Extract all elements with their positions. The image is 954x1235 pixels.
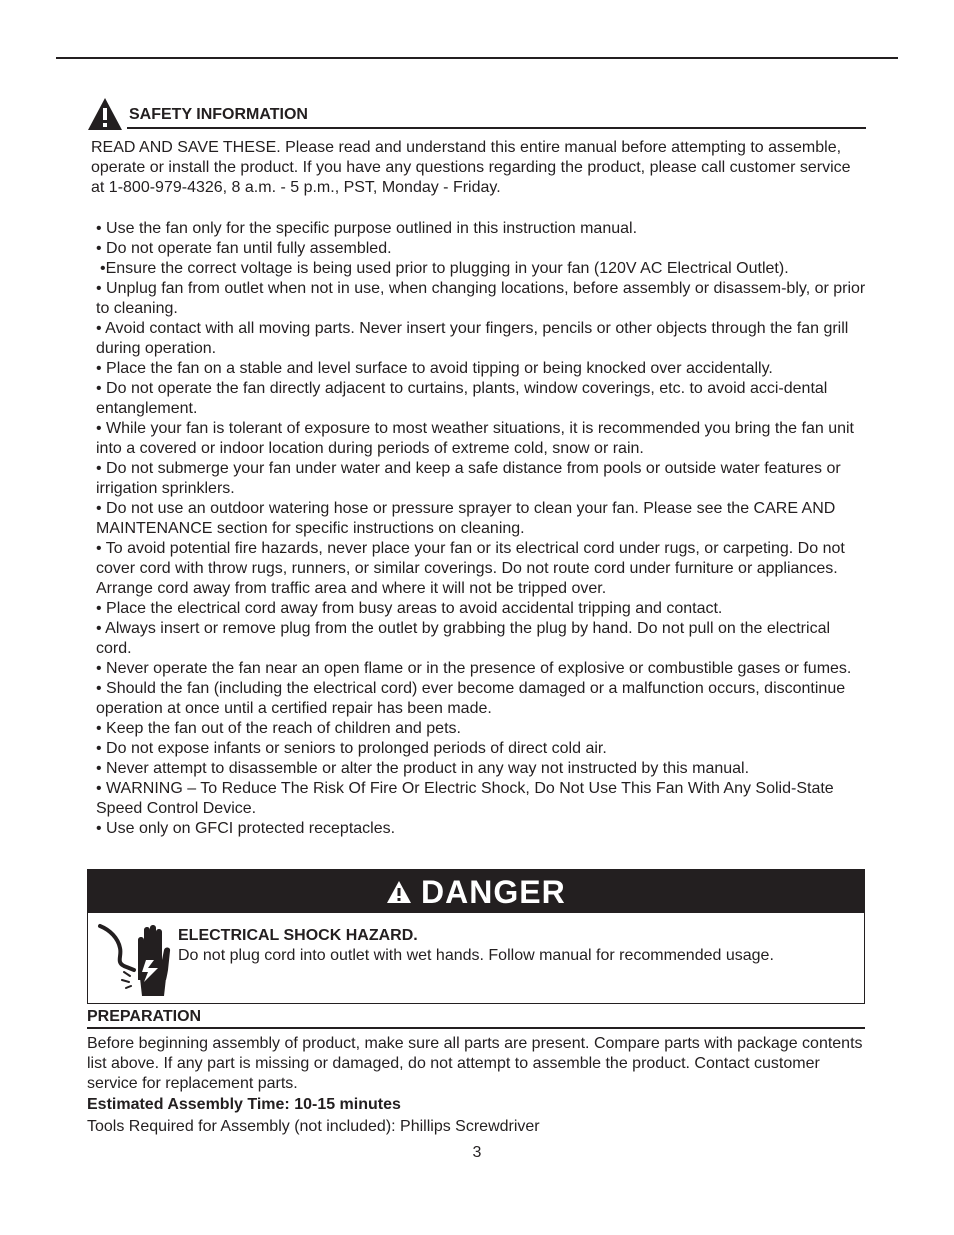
warning-triangle-icon	[386, 880, 412, 904]
header-rule	[56, 57, 898, 59]
safety-bullet: • WARNING – To Reduce The Risk Of Fire Or Electric Shock, Do Not Use This Fan With Any Solid-State Speed Control Device.	[96, 780, 834, 817]
preparation-title: PREPARATION	[87, 1008, 202, 1025]
safety-title: SAFETY INFORMATION	[129, 106, 308, 123]
safety-bullet: • Avoid contact with all moving parts. Never insert your fingers, pencils or other objects through the fan grill during operation.	[96, 320, 849, 357]
electric-shock-hand-icon	[96, 920, 174, 996]
safety-bullet: • While your fan is tolerant of exposure to most weather situations, it is recommended you bring the fan unit into a covered or indoor location during periods of extreme cold, snow or rain.	[96, 420, 854, 457]
safety-bullet: • Keep the fan out of the reach of children and pets.	[96, 720, 461, 737]
safety-bullet-list	[96, 219, 866, 839]
danger-banner	[88, 870, 864, 913]
safety-intro: READ AND SAVE THESE. Please read and understand this entire manual before attempting to assemble, operate or install the product. If you have any questions regarding the product, please call customer service at 1-800-979-4326, 8 a.m. - 5 p.m., PST, Monday - Friday.	[91, 139, 851, 196]
assembly-time: Estimated Assembly Time: 10-15 minutes	[87, 1096, 401, 1113]
danger-label: DANGER	[421, 874, 566, 910]
safety-bullet: • Do not use an outdoor watering hose or pressure sprayer to clean your fan. Please see the CARE AND MAINTENANCE section for specific instructions on cleaning.	[96, 500, 836, 537]
safety-bullet: • Use only on GFCI protected receptacles.	[96, 820, 396, 837]
safety-bullet: • Do not expose infants or seniors to prolonged periods of direct cold air.	[96, 740, 607, 757]
safety-bullet: • Should the fan (including the electrical cord) ever become damaged or a malfunction occurs, discontinue operation at once until a certified repair has been made.	[96, 680, 846, 717]
safety-bullet: • Do not operate the fan directly adjacent to curtains, plants, window coverings, etc. to avoid acci-dental entanglement.	[96, 380, 828, 417]
safety-bullet: • Always insert or remove plug from the outlet by grabbing the plug by hand. Do not pull on the electrical cord.	[96, 620, 831, 657]
preparation-rule	[87, 1027, 865, 1029]
safety-bullet: • Place the fan on a stable and level surface to avoid tipping or being knocked over accidentally.	[96, 360, 773, 377]
safety-rule	[127, 127, 866, 129]
safety-bullet: • Do not submerge your fan under water and keep a safe distance from pools or outside water features or irrigation sprinklers.	[96, 460, 841, 497]
safety-bullet: • Do not operate fan until fully assembled.	[96, 240, 392, 257]
safety-bullet: • Never attempt to disassemble or alter the product in any way not instructed by this manual.	[96, 760, 750, 777]
tools-required: Tools Required for Assembly (not included): Phillips Screwdriver	[87, 1118, 540, 1135]
safety-bullet: •Ensure the correct voltage is being used prior to plugging in your fan (120V AC Electrical Outlet).	[100, 260, 789, 277]
preparation-body: Before beginning assembly of product, make sure all parts are present. Compare parts with package contents list above. If any part is missing or damaged, do not attempt to assemble the product. Contact customer service for replacement parts.	[87, 1035, 863, 1092]
safety-bullet: • To avoid potential fire hazards, never place your fan or its electrical cord under rugs, or carpeting. Do not cover cord with throw rugs, runners, or similar coverings. Do not route cord under furniture or appliances. Arrange cord away from traffic area and where it will not be tripped over.	[96, 540, 845, 597]
safety-bullet: • Never operate the fan near an open flame or in the presence of explosive or combustible gases or fumes.	[96, 660, 852, 677]
hazard-text: Do not plug cord into outlet with wet hands. Follow manual for recommended usage.	[178, 947, 774, 964]
page-number: 3	[472, 1144, 482, 1161]
safety-header	[87, 97, 866, 131]
safety-bullet: • Place the electrical cord away from busy areas to avoid accidental tripping and contact.	[96, 600, 723, 617]
hazard-title: ELECTRICAL SHOCK HAZARD.	[178, 927, 418, 944]
safety-bullet: • Unplug fan from outlet when not in use, when changing locations, before assembly or disassem-bly, or prior to cleaning.	[96, 280, 866, 317]
warning-triangle-icon	[87, 97, 123, 131]
danger-box	[87, 869, 865, 1004]
safety-bullet: • Use the fan only for the specific purpose outlined in this instruction manual.	[96, 220, 638, 237]
